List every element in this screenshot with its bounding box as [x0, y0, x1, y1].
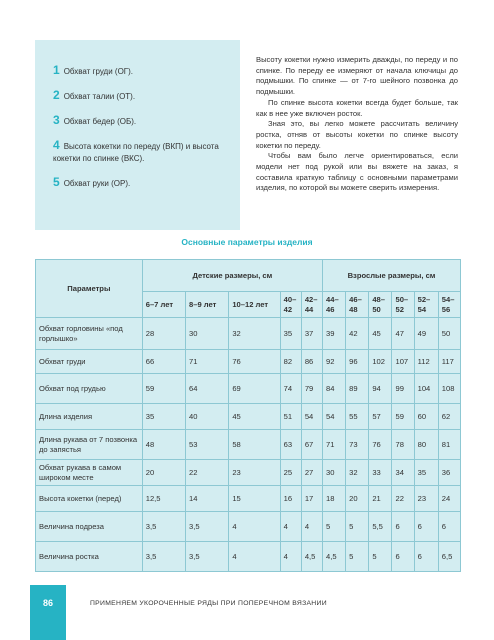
table-cell: 54 — [301, 404, 322, 430]
table-row — [36, 512, 461, 542]
table-cell: 21 — [369, 486, 392, 512]
table-cell: 89 — [346, 374, 369, 404]
table-cell: 6 — [414, 512, 438, 542]
row-label: Обхват под грудью — [36, 374, 143, 404]
kids-sizes-header: Детские размеры, см — [142, 260, 322, 292]
table-cell: 4,5 — [301, 542, 322, 572]
measurements-box — [35, 40, 240, 230]
table-cell: 51 — [280, 404, 301, 430]
table-cell: 3,5 — [186, 542, 229, 572]
table-cell: 5 — [346, 542, 369, 572]
table-cell: 14 — [186, 486, 229, 512]
table-row — [36, 460, 461, 486]
table-row — [36, 374, 461, 404]
table-cell: 76 — [229, 350, 280, 374]
row-label: Высота кокетки (перед) — [36, 486, 143, 512]
table-cell: 4 — [229, 542, 280, 572]
size-header: 52–54 — [414, 292, 438, 318]
table-cell: 102 — [369, 350, 392, 374]
measurement-item — [53, 64, 232, 78]
table-cell: 55 — [346, 404, 369, 430]
table-cell: 30 — [186, 318, 229, 350]
table-cell: 28 — [142, 318, 185, 350]
measurement-number: 2 — [53, 88, 60, 102]
paragraph: Чтобы вам было легче ориентироваться, если модели нет под рукой или вы вяжете на заказ, я составила краткую таблицу с основными параметрами изделия, по которой вы можете сверить измерения. — [256, 151, 458, 193]
table-cell: 23 — [414, 486, 438, 512]
row-label: Обхват груди — [36, 350, 143, 374]
table-cell: 79 — [301, 374, 322, 404]
table-cell: 60 — [414, 404, 438, 430]
row-label: Обхват рукава в самом широком месте — [36, 460, 143, 486]
table-cell: 73 — [346, 430, 369, 460]
table-cell: 96 — [346, 350, 369, 374]
table-cell: 30 — [323, 460, 346, 486]
table-cell: 22 — [186, 460, 229, 486]
table-row — [36, 404, 461, 430]
table-cell: 5,5 — [369, 512, 392, 542]
table-cell: 33 — [369, 460, 392, 486]
parameters-table — [35, 259, 461, 572]
table-cell: 45 — [369, 318, 392, 350]
size-header: 6–7 лет — [142, 292, 185, 318]
size-header: 50–52 — [392, 292, 414, 318]
page-number: 86 — [42, 598, 53, 608]
size-header: 46–48 — [346, 292, 369, 318]
table-cell: 4,5 — [323, 542, 346, 572]
table-cell: 5 — [323, 512, 346, 542]
row-label: Длина изделия — [36, 404, 143, 430]
table-cell: 25 — [280, 460, 301, 486]
table-cell: 17 — [301, 486, 322, 512]
measurement-text: Обхват руки (ОР). — [63, 179, 131, 188]
table-cell: 6 — [392, 512, 414, 542]
table-cell: 107 — [392, 350, 414, 374]
table-title: Основные параметры изделия — [181, 237, 313, 247]
page-number-tab — [30, 585, 66, 640]
size-header: 42–44 — [301, 292, 322, 318]
measurement-text: Обхват бедер (ОБ). — [63, 117, 137, 126]
table-row — [36, 318, 461, 350]
table-cell: 23 — [229, 460, 280, 486]
measurement-item — [53, 89, 232, 103]
size-header: 54–56 — [438, 292, 460, 318]
measurement-number: 4 — [53, 138, 60, 152]
table-cell: 40 — [186, 404, 229, 430]
table-cell: 117 — [438, 350, 460, 374]
table-cell: 22 — [392, 486, 414, 512]
table-cell: 37 — [301, 318, 322, 350]
measurement-number: 5 — [53, 175, 60, 189]
table-cell: 76 — [369, 430, 392, 460]
row-label: Величина ростка — [36, 542, 143, 572]
table-cell: 54 — [323, 404, 346, 430]
measurement-item — [53, 176, 232, 190]
table-cell: 49 — [414, 318, 438, 350]
table-cell: 32 — [229, 318, 280, 350]
table-cell: 6 — [438, 512, 460, 542]
measurement-text: Обхват груди (ОГ). — [63, 67, 134, 76]
table-row — [36, 430, 461, 460]
table-cell: 4 — [280, 512, 301, 542]
table-cell: 48 — [142, 430, 185, 460]
table-cell: 15 — [229, 486, 280, 512]
table-cell: 57 — [369, 404, 392, 430]
table-cell: 36 — [438, 460, 460, 486]
table-cell: 80 — [414, 430, 438, 460]
table-cell: 4 — [301, 512, 322, 542]
size-header: 8–9 лет — [186, 292, 229, 318]
table-cell: 5 — [346, 512, 369, 542]
adult-sizes-header: Взрослые размеры, см — [323, 260, 461, 292]
table-cell: 42 — [346, 318, 369, 350]
table-cell: 24 — [438, 486, 460, 512]
table-cell: 71 — [186, 350, 229, 374]
table-cell: 27 — [301, 460, 322, 486]
table-cell: 6,5 — [438, 542, 460, 572]
table-cell: 62 — [438, 404, 460, 430]
table-cell: 3,5 — [142, 542, 185, 572]
size-header: 48–50 — [369, 292, 392, 318]
table-cell: 12,5 — [142, 486, 185, 512]
table-cell: 74 — [280, 374, 301, 404]
table-cell: 20 — [346, 486, 369, 512]
measurement-text: Высота кокетки по переду (ВКП) и высота кокетки по спинке (ВКС). — [53, 142, 219, 163]
table-cell: 59 — [392, 404, 414, 430]
table-cell: 32 — [346, 460, 369, 486]
table-cell: 5 — [369, 542, 392, 572]
table-row — [36, 486, 461, 512]
table-row — [36, 350, 461, 374]
table-cell: 94 — [369, 374, 392, 404]
size-header: 44–46 — [323, 292, 346, 318]
table-cell: 82 — [280, 350, 301, 374]
row-label: Обхват горловины «под горлышко» — [36, 318, 143, 350]
table-cell: 4 — [229, 512, 280, 542]
table-cell: 35 — [280, 318, 301, 350]
table-cell: 6 — [414, 542, 438, 572]
table-cell: 50 — [438, 318, 460, 350]
table-cell: 84 — [323, 374, 346, 404]
table-cell: 47 — [392, 318, 414, 350]
table-cell: 92 — [323, 350, 346, 374]
table-cell: 81 — [438, 430, 460, 460]
table-cell: 58 — [229, 430, 280, 460]
table-cell: 78 — [392, 430, 414, 460]
paragraph: Высоту кокетки нужно измерить дважды, по переду и по спинке. По переду ее измеряют от начала ключицы до подмышки. По спинке — от 7-го шейного позвонка до подмышки. — [256, 55, 458, 97]
table-cell: 108 — [438, 374, 460, 404]
table-cell: 20 — [142, 460, 185, 486]
table-cell: 53 — [186, 430, 229, 460]
table-cell: 18 — [323, 486, 346, 512]
table-cell: 35 — [142, 404, 185, 430]
table-cell: 69 — [229, 374, 280, 404]
table-cell: 35 — [414, 460, 438, 486]
row-label: Величина подреза — [36, 512, 143, 542]
table-cell: 34 — [392, 460, 414, 486]
size-header: 10–12 лет — [229, 292, 280, 318]
param-header: Параметры — [36, 260, 143, 318]
table-cell: 99 — [392, 374, 414, 404]
table-cell: 67 — [301, 430, 322, 460]
paragraph: Зная это, вы легко можете рассчитать величину ростка, отняв от высоты кокетки по спинке высоту кокетки по переду. — [256, 119, 458, 150]
size-header: 40–42 — [280, 292, 301, 318]
table-cell: 16 — [280, 486, 301, 512]
measurement-text: Обхват талии (ОТ). — [63, 92, 136, 101]
table-cell: 112 — [414, 350, 438, 374]
table-cell: 71 — [323, 430, 346, 460]
measurement-number: 3 — [53, 113, 60, 127]
measurement-number: 1 — [53, 63, 60, 77]
table-cell: 45 — [229, 404, 280, 430]
table-cell: 59 — [142, 374, 185, 404]
table-cell: 66 — [142, 350, 185, 374]
paragraph: По спинке высота кокетки всегда будет больше, так как в нее уже включен росток. — [256, 97, 458, 118]
table-cell: 104 — [414, 374, 438, 404]
running-title: ПРИМЕНЯЕМ УКОРОЧЕННЫЕ РЯДЫ ПРИ ПОПЕРЕЧНОМ ВЯЗАНИИ — [90, 600, 327, 607]
table-cell: 64 — [186, 374, 229, 404]
table-cell: 63 — [280, 430, 301, 460]
table-cell: 3,5 — [186, 512, 229, 542]
body-text — [256, 55, 458, 194]
row-label: Длина рукава от 7 позвонка до запястья — [36, 430, 143, 460]
table-cell: 6 — [392, 542, 414, 572]
measurement-item — [53, 114, 232, 128]
table-row — [36, 542, 461, 572]
table-cell: 86 — [301, 350, 322, 374]
table-cell: 3,5 — [142, 512, 185, 542]
measurement-item — [53, 139, 232, 165]
table-cell: 39 — [323, 318, 346, 350]
table-cell: 4 — [280, 542, 301, 572]
